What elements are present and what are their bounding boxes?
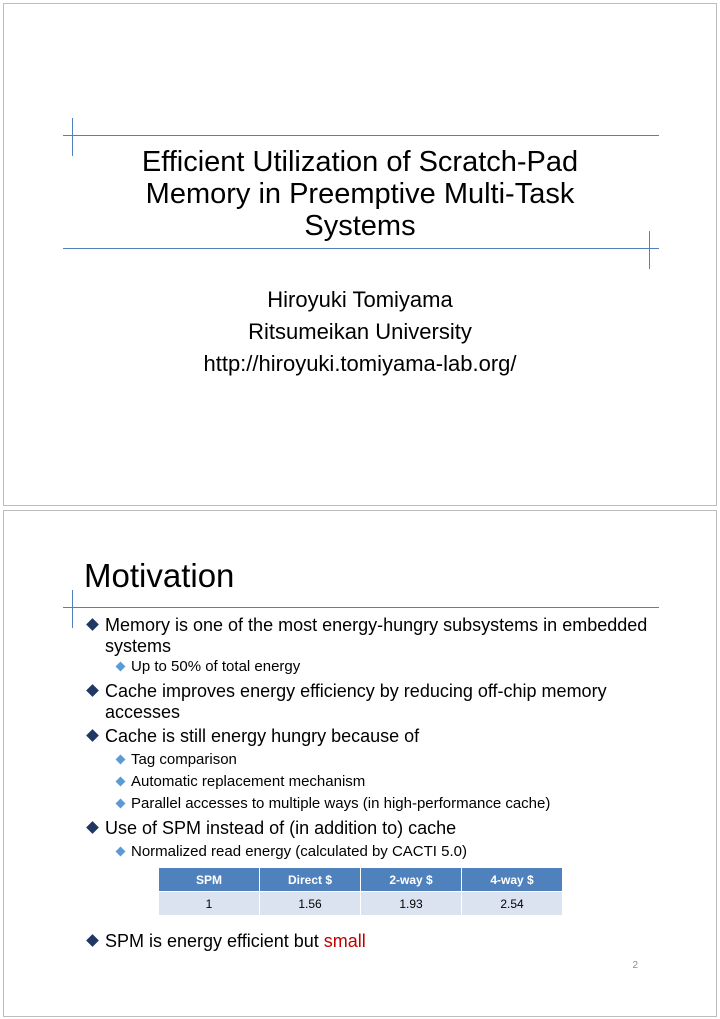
page-number: 2 bbox=[632, 960, 638, 971]
sub-bullet-item bbox=[115, 749, 635, 771]
bullet-text-prefix: SPM is energy efficient but bbox=[105, 931, 324, 951]
bullet-text bbox=[105, 931, 648, 952]
sub-bullet-text: Normalized read energy (calculated by CACTI 5.0) bbox=[131, 843, 467, 860]
bullet-text: Memory is one of the most energy-hungry subsystems in embedded systems bbox=[105, 615, 648, 656]
slide-heading: Motivation bbox=[84, 557, 235, 594]
highlight-word: small bbox=[323, 931, 366, 951]
table-header-cell: SPM bbox=[159, 868, 260, 892]
sub-bullet-item bbox=[115, 771, 635, 793]
diamond-bullet-icon bbox=[86, 934, 99, 947]
author-block bbox=[4, 284, 716, 380]
bullet-item bbox=[88, 818, 648, 839]
diamond-bullet-icon bbox=[86, 618, 99, 631]
bullet-text: Cache is still energy hungry because of bbox=[105, 726, 420, 746]
table-cell: 1 bbox=[159, 892, 260, 916]
bullet-item bbox=[88, 726, 648, 747]
bullet-item bbox=[88, 931, 648, 952]
table-header-row bbox=[159, 868, 563, 892]
bullet-text: Use of SPM instead of (in addition to) cache bbox=[105, 818, 457, 838]
bottom-rule-tick bbox=[649, 231, 650, 269]
sub-bullet-text: Tag comparison bbox=[131, 751, 237, 768]
energy-table bbox=[159, 868, 563, 915]
diamond-bullet-icon bbox=[116, 799, 126, 809]
table-header-cell: Direct $ bbox=[260, 868, 361, 892]
diamond-bullet-icon bbox=[86, 684, 99, 697]
motivation-slide bbox=[3, 510, 717, 1017]
title-line-3: Systems bbox=[304, 210, 416, 242]
top-rule bbox=[63, 135, 659, 136]
table-cell: 1.93 bbox=[361, 892, 462, 916]
bottom-rule bbox=[63, 248, 659, 249]
author-name: Hiroyuki Tomiyama bbox=[267, 287, 453, 312]
bullet-item bbox=[88, 681, 648, 723]
title-line-1: Efficient Utilization of Scratch-Pad bbox=[141, 146, 579, 178]
diamond-bullet-icon bbox=[116, 847, 126, 857]
diamond-bullet-icon bbox=[116, 662, 126, 672]
heading-rule bbox=[63, 607, 659, 608]
diamond-bullet-icon bbox=[116, 755, 126, 765]
title-line-2: Memory in Preemptive Multi-Task bbox=[145, 178, 575, 210]
table-header-cell: 4-way $ bbox=[462, 868, 563, 892]
bullet-text: Cache improves energy efficiency by reducing off-chip memory accesses bbox=[105, 681, 607, 722]
heading-rule-tick bbox=[72, 590, 73, 628]
table-cell: 2.54 bbox=[462, 892, 563, 916]
table-header-cell: 2-way $ bbox=[361, 868, 462, 892]
sub-bullet-text: Parallel accesses to multiple ways (in high-performance cache) bbox=[131, 795, 551, 812]
homepage-url[interactable]: http://hiroyuki.tomiyama-lab.org/ bbox=[203, 351, 517, 376]
slide-title bbox=[4, 146, 716, 242]
diamond-bullet-icon bbox=[86, 729, 99, 742]
diamond-bullet-icon bbox=[116, 777, 126, 787]
sub-bullet-item bbox=[115, 793, 635, 815]
diamond-bullet-icon bbox=[86, 821, 99, 834]
sub-bullet-item bbox=[115, 656, 635, 678]
table-cell: 1.56 bbox=[260, 892, 361, 916]
affiliation: Ritsumeikan University bbox=[248, 319, 472, 344]
sub-bullet-text: Automatic replacement mechanism bbox=[131, 773, 366, 790]
sub-bullet-item bbox=[115, 841, 635, 863]
bullet-item bbox=[88, 615, 648, 657]
title-slide bbox=[3, 3, 717, 506]
table-row bbox=[159, 892, 563, 916]
sub-bullet-text: Up to 50% of total energy bbox=[131, 658, 301, 675]
